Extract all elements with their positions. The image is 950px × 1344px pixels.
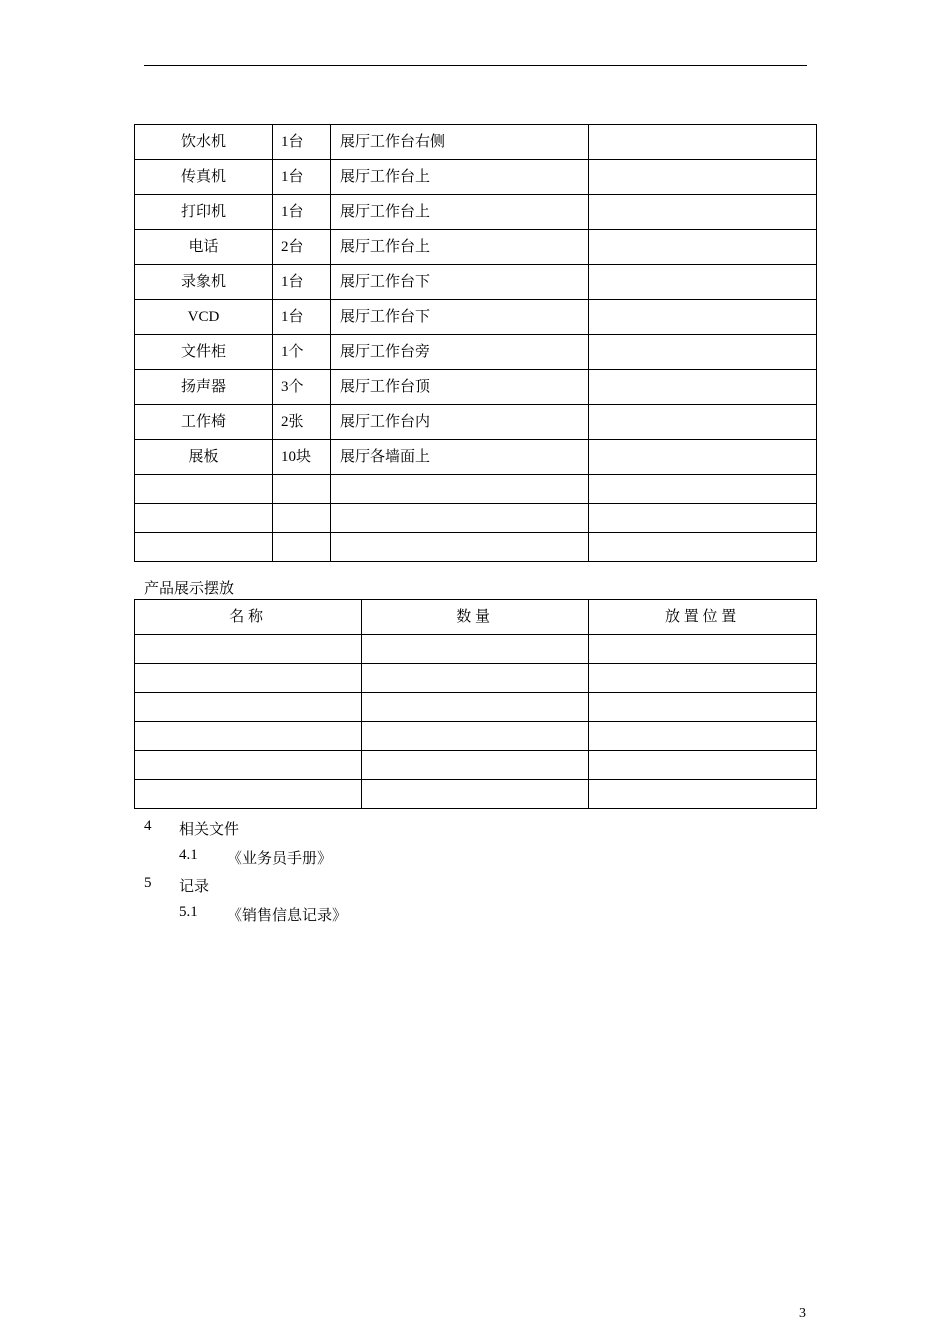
table-row <box>135 780 817 809</box>
equipment-note-cell <box>589 125 817 160</box>
equipment-location-cell: 展厅工作台旁 <box>331 335 589 370</box>
page-number: 3 <box>799 1306 806 1321</box>
table-row <box>135 504 817 533</box>
equipment-qty-cell: 10块 <box>273 440 331 475</box>
equipment-note-cell <box>589 405 817 440</box>
equipment-name-cell: 电话 <box>135 230 273 265</box>
equipment-name-cell: 展板 <box>135 440 273 475</box>
equipment-location-cell: 展厅工作台顶 <box>331 370 589 405</box>
header-rule <box>144 65 807 66</box>
table-row <box>135 751 817 780</box>
equipment-name-cell: 工作椅 <box>135 405 273 440</box>
equipment-location-cell: 展厅工作台下 <box>331 265 589 300</box>
section-5-title: 记录 <box>179 879 210 895</box>
equipment-location-cell: 展厅工作台内 <box>331 405 589 440</box>
equipment-note-cell <box>589 335 817 370</box>
table-row <box>135 693 817 722</box>
header-quantity: 数量 <box>362 600 589 635</box>
equipment-note-cell <box>589 440 817 475</box>
item-4-1-number: 4.1 <box>179 847 198 863</box>
equipment-note-cell <box>589 265 817 300</box>
equipment-qty-cell: 1台 <box>273 300 331 335</box>
item-5-1-number: 5.1 <box>179 904 198 920</box>
equipment-qty-cell: 1台 <box>273 160 331 195</box>
table-row <box>135 160 817 195</box>
table-row <box>135 635 817 664</box>
equipment-note-cell <box>589 230 817 265</box>
product-display-table <box>134 599 817 809</box>
equipment-name-cell: 传真机 <box>135 160 273 195</box>
equipment-location-cell: 展厅工作台下 <box>331 300 589 335</box>
table-row <box>135 300 817 335</box>
table-row <box>135 125 817 160</box>
equipment-name-cell: 扬声器 <box>135 370 273 405</box>
equipment-qty-cell: 2张 <box>273 405 331 440</box>
equipment-qty-cell: 1个 <box>273 335 331 370</box>
equipment-note-cell <box>589 300 817 335</box>
table-row <box>135 195 817 230</box>
equipment-qty-cell: 2台 <box>273 230 331 265</box>
table-row <box>135 722 817 751</box>
equipment-qty-cell: 1台 <box>273 195 331 230</box>
item-5-1-text: 《销售信息记录》 <box>227 908 348 924</box>
equipment-location-cell: 展厅工作台上 <box>331 160 589 195</box>
equipment-location-cell: 展厅工作台上 <box>331 230 589 265</box>
table-row <box>135 405 817 440</box>
table-row <box>135 370 817 405</box>
table-row <box>135 265 817 300</box>
table-row <box>135 475 817 504</box>
table-row <box>135 440 817 475</box>
equipment-note-cell <box>589 160 817 195</box>
equipment-qty-cell: 3个 <box>273 370 331 405</box>
equipment-qty-cell: 1台 <box>273 125 331 160</box>
equipment-name-cell: 打印机 <box>135 195 273 230</box>
table-row <box>135 230 817 265</box>
table-row <box>135 335 817 370</box>
equipment-note-cell <box>589 195 817 230</box>
equipment-name-cell: VCD <box>135 300 273 335</box>
equipment-name-cell: 饮水机 <box>135 125 273 160</box>
table-row <box>135 664 817 693</box>
equipment-location-cell: 展厅工作台右侧 <box>331 125 589 160</box>
equipment-name-cell: 录象机 <box>135 265 273 300</box>
section-4-title: 相关文件 <box>179 822 240 838</box>
equipment-location-cell: 展厅各墙面上 <box>331 440 589 475</box>
equipment-name-cell: 文件柜 <box>135 335 273 370</box>
section-5-number: 5 <box>144 875 152 891</box>
equipment-location-cell: 展厅工作台上 <box>331 195 589 230</box>
header-location: 放置位置 <box>589 600 817 635</box>
display-table-caption: 产品展示摆放 <box>144 581 235 597</box>
equipment-note-cell <box>589 370 817 405</box>
equipment-table <box>134 124 817 562</box>
header-name: 名称 <box>135 600 362 635</box>
equipment-qty-cell: 1台 <box>273 265 331 300</box>
section-4-number: 4 <box>144 818 152 834</box>
item-4-1-text: 《业务员手册》 <box>227 851 333 867</box>
table-header-row <box>135 600 817 635</box>
table-row <box>135 533 817 562</box>
